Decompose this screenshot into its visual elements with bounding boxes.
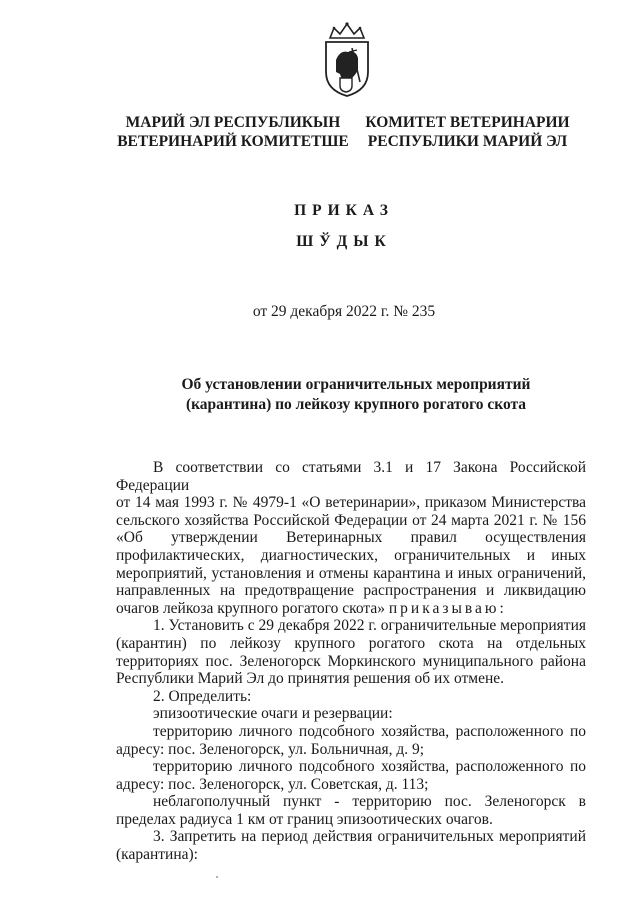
preamble-first-line: В соответствии со статьями 3.1 и 17 Закона Российской Федерации [116,459,586,494]
doc-type-mari: ШЎДЫК [296,233,392,250]
doc-type-ru: ПРИКАЗ [294,202,394,219]
preamble-continuation: от 14 мая 1993 г. № 4979-1 «О ветеринарии», приказом Министерства сельского хозяйства Российской Федерации от 24 марта 2021 г. № 156 «Об утверждении Ветеринарных правил осуществления профилактических, диагностических, ограничительных и иных мероприятий, установления и отмены карантина и иных ограничений, направленных на предотвращение распространения и ликвидацию очагов лейкоза крупного рогатого скота» [116,494,586,617]
org-name-mari [108,113,358,151]
document-title-line2: (карантина) по лейкозу крупного рогатого скота [185,396,527,413]
item-2-unsafe-area: неблагополучный пункт - территорию пос. Зеленогорск в пределах радиуса 1 км от границ эпизоотических очагов. [116,793,586,828]
document-date-number: от 29 декабря 2022 г. № 235 [252,303,436,320]
scan-speck [216,876,218,878]
document-body [116,459,586,864]
coat-of-arms-icon [318,20,376,98]
item-2-site-b: территорию личного подсобного хозяйства, расположенного по адресу: пос. Зеленогорск, ул. Советская, д. 113; [116,758,586,793]
item-2-subheading: эпизоотические очаги и резервации: [153,705,393,723]
org-name-mari-line1: МАРИЙ ЭЛ РЕСПУБЛИКЫН [125,114,341,131]
document-title [120,375,592,415]
item-2: 2. Определить: [153,687,252,705]
item-2-site-a: территорию личного подсобного хозяйства, расположенного по адресу: пос. Зеленогорск, ул. Больничная, д. 9; [116,722,586,758]
org-name-mari-line2: ВЕТЕРИНАРИЙ КОМИТЕТШЕ [117,133,349,150]
preamble-text [116,494,586,617]
item-3: 3. Запретить на период действия ограничительных мероприятий (карантина): [116,828,586,864]
prikazyvayu-word: приказываю: [388,599,507,617]
org-name-ru-line2: РЕСПУБЛИКИ МАРИЙ ЭЛ [367,133,568,150]
org-name-ru [360,113,575,151]
item-1: 1. Установить с 29 декабря 2022 г. ограничительные мероприятия (карантин) по лейкозу крупного рогатого скота на отдельных территориях пос. Зеленогорск Моркинского муниципального района Республики Марий Эл до принятия решения об их отмене. [116,617,586,688]
org-name-ru-line1: КОМИТЕТ ВЕТЕРИНАРИИ [365,114,570,131]
document-title-line1: Об установлении ограничительных мероприятий [181,376,531,393]
